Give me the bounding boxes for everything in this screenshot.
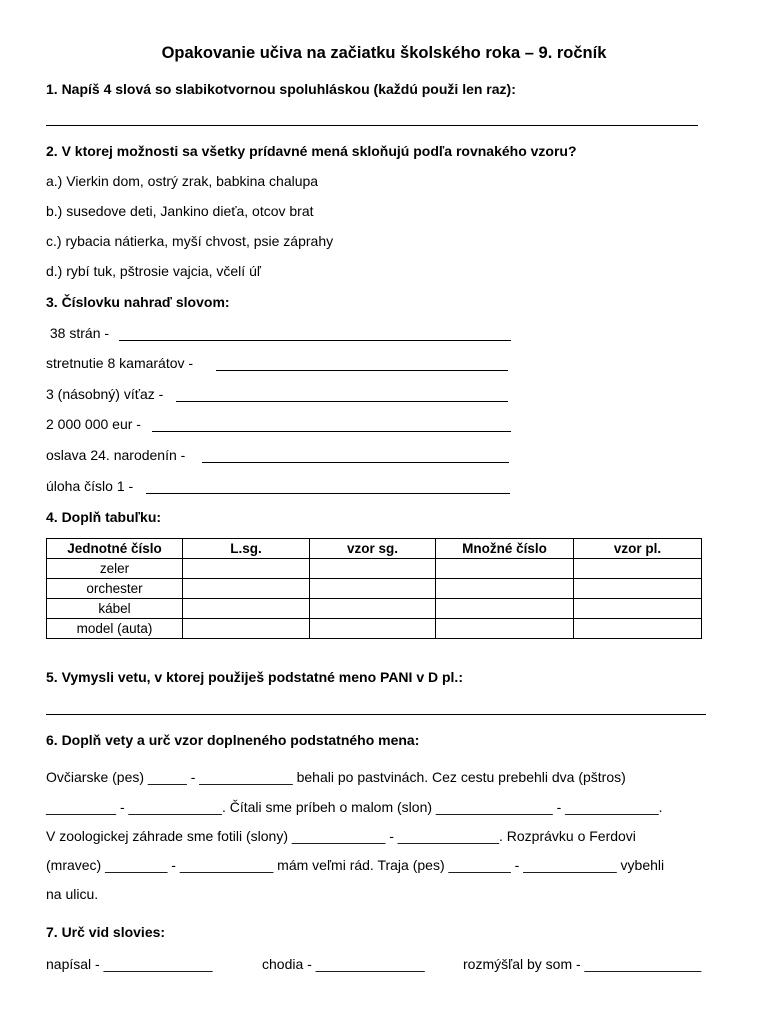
noun-cell: model (auta) <box>47 619 183 639</box>
question-5: 5. Vymysli vetu, v ktorej použiješ podstatné meno PANI v D pl.: <box>46 669 463 685</box>
answer-cell[interactable] <box>183 559 310 579</box>
answer-cell[interactable] <box>310 599 436 619</box>
answer-cell[interactable] <box>310 559 436 579</box>
option-d[interactable]: d.) rybí tuk, pštrosie vajcia, včelí úľ <box>46 263 261 279</box>
numeral-answer-line[interactable] <box>119 340 511 341</box>
header-pattern-sg: vzor sg. <box>310 539 436 559</box>
answer-line-q1[interactable] <box>46 125 698 126</box>
numeral-item: 3 (násobný) víťaz - <box>46 386 164 402</box>
exercise-line: _________ - ____________. Čítali sme príbeh o malom (slon) _______________ - ____________. <box>46 799 663 815</box>
table-row <box>47 579 702 599</box>
answer-cell[interactable] <box>436 559 574 579</box>
table-row <box>47 619 702 639</box>
noun-cell: zeler <box>47 559 183 579</box>
question-2: 2. V ktorej možnosti sa všetky prídavné mená skloňujú podľa rovnakého vzoru? <box>46 143 577 159</box>
question-7: 7. Urč vid slovies: <box>46 924 166 940</box>
question-3: 3. Číslovku nahraď slovom: <box>46 294 230 310</box>
answer-cell[interactable] <box>183 579 310 599</box>
answer-cell[interactable] <box>574 619 702 639</box>
verb-item: chodia - ______________ <box>262 956 425 972</box>
answer-cell[interactable] <box>310 619 436 639</box>
answer-cell[interactable] <box>574 559 702 579</box>
header-locative-sg: L.sg. <box>183 539 310 559</box>
numeral-answer-line[interactable] <box>176 401 508 402</box>
numeral-item: stretnutie 8 kamarátov - <box>46 355 194 371</box>
question-4: 4. Doplň tabuľku: <box>46 509 162 525</box>
numeral-answer-line[interactable] <box>152 431 511 432</box>
noun-cell: orchester <box>47 579 183 599</box>
table-header-row <box>47 539 702 559</box>
question-1: 1. Napíš 4 slová so slabikotvornou spoluhláskou (každú použi len raz): <box>46 81 516 97</box>
exercise-line: V zoologickej záhrade sme fotili (slony) ____________ - _____________. Rozprávku o Ferdovi <box>46 828 636 844</box>
table-row <box>47 599 702 619</box>
answer-cell[interactable] <box>183 599 310 619</box>
page-title: Opakovanie učiva na začiatku školského roka – 9. ročník <box>161 44 607 62</box>
answer-cell[interactable] <box>183 619 310 639</box>
header-pattern-pl: vzor pl. <box>574 539 702 559</box>
numeral-item: úloha číslo 1 - <box>46 478 134 494</box>
numeral-answer-line[interactable] <box>146 493 510 494</box>
header-singular: Jednotné číslo <box>47 539 183 559</box>
numeral-answer-line[interactable] <box>202 462 509 463</box>
exercise-line: na ulicu. <box>46 886 99 902</box>
answer-cell[interactable] <box>436 579 574 599</box>
exercise-line: Ovčiarske (pes) _____ - ____________ behali po pastvinách. Cez cestu prebehli dva (pštros) <box>46 769 626 785</box>
table-row <box>47 559 702 579</box>
numeral-answer-line[interactable] <box>216 370 508 371</box>
noun-cell: kábel <box>47 599 183 619</box>
answer-line-q5[interactable] <box>46 714 706 715</box>
answer-cell[interactable] <box>310 579 436 599</box>
numeral-item: 38 strán - <box>46 325 110 341</box>
option-b[interactable]: b.) susedove deti, Jankino dieťa, otcov brat <box>46 203 314 219</box>
option-c[interactable]: c.) rybacia nátierka, myší chvost, psie záprahy <box>46 233 334 249</box>
numeral-item: oslava 24. narodenín - <box>46 447 186 463</box>
answer-cell[interactable] <box>574 599 702 619</box>
verb-item: napísal - ______________ <box>46 956 213 972</box>
numeral-item: 2 000 000 eur - <box>46 416 141 432</box>
answer-cell[interactable] <box>436 599 574 619</box>
exercise-line: (mravec) ________ - ____________ mám veľmi rád. Traja (pes) ________ - ____________ vybehli <box>46 857 665 873</box>
answer-cell[interactable] <box>574 579 702 599</box>
option-a[interactable]: a.) Vierkin dom, ostrý zrak, babkina chalupa <box>46 173 319 189</box>
answer-cell[interactable] <box>436 619 574 639</box>
verb-item: rozmýšľal by som - _______________ <box>463 956 702 972</box>
declension-table <box>46 538 702 639</box>
header-plural: Množné číslo <box>436 539 574 559</box>
question-6: 6. Doplň vety a urč vzor doplneného podstatného mena: <box>46 732 420 748</box>
